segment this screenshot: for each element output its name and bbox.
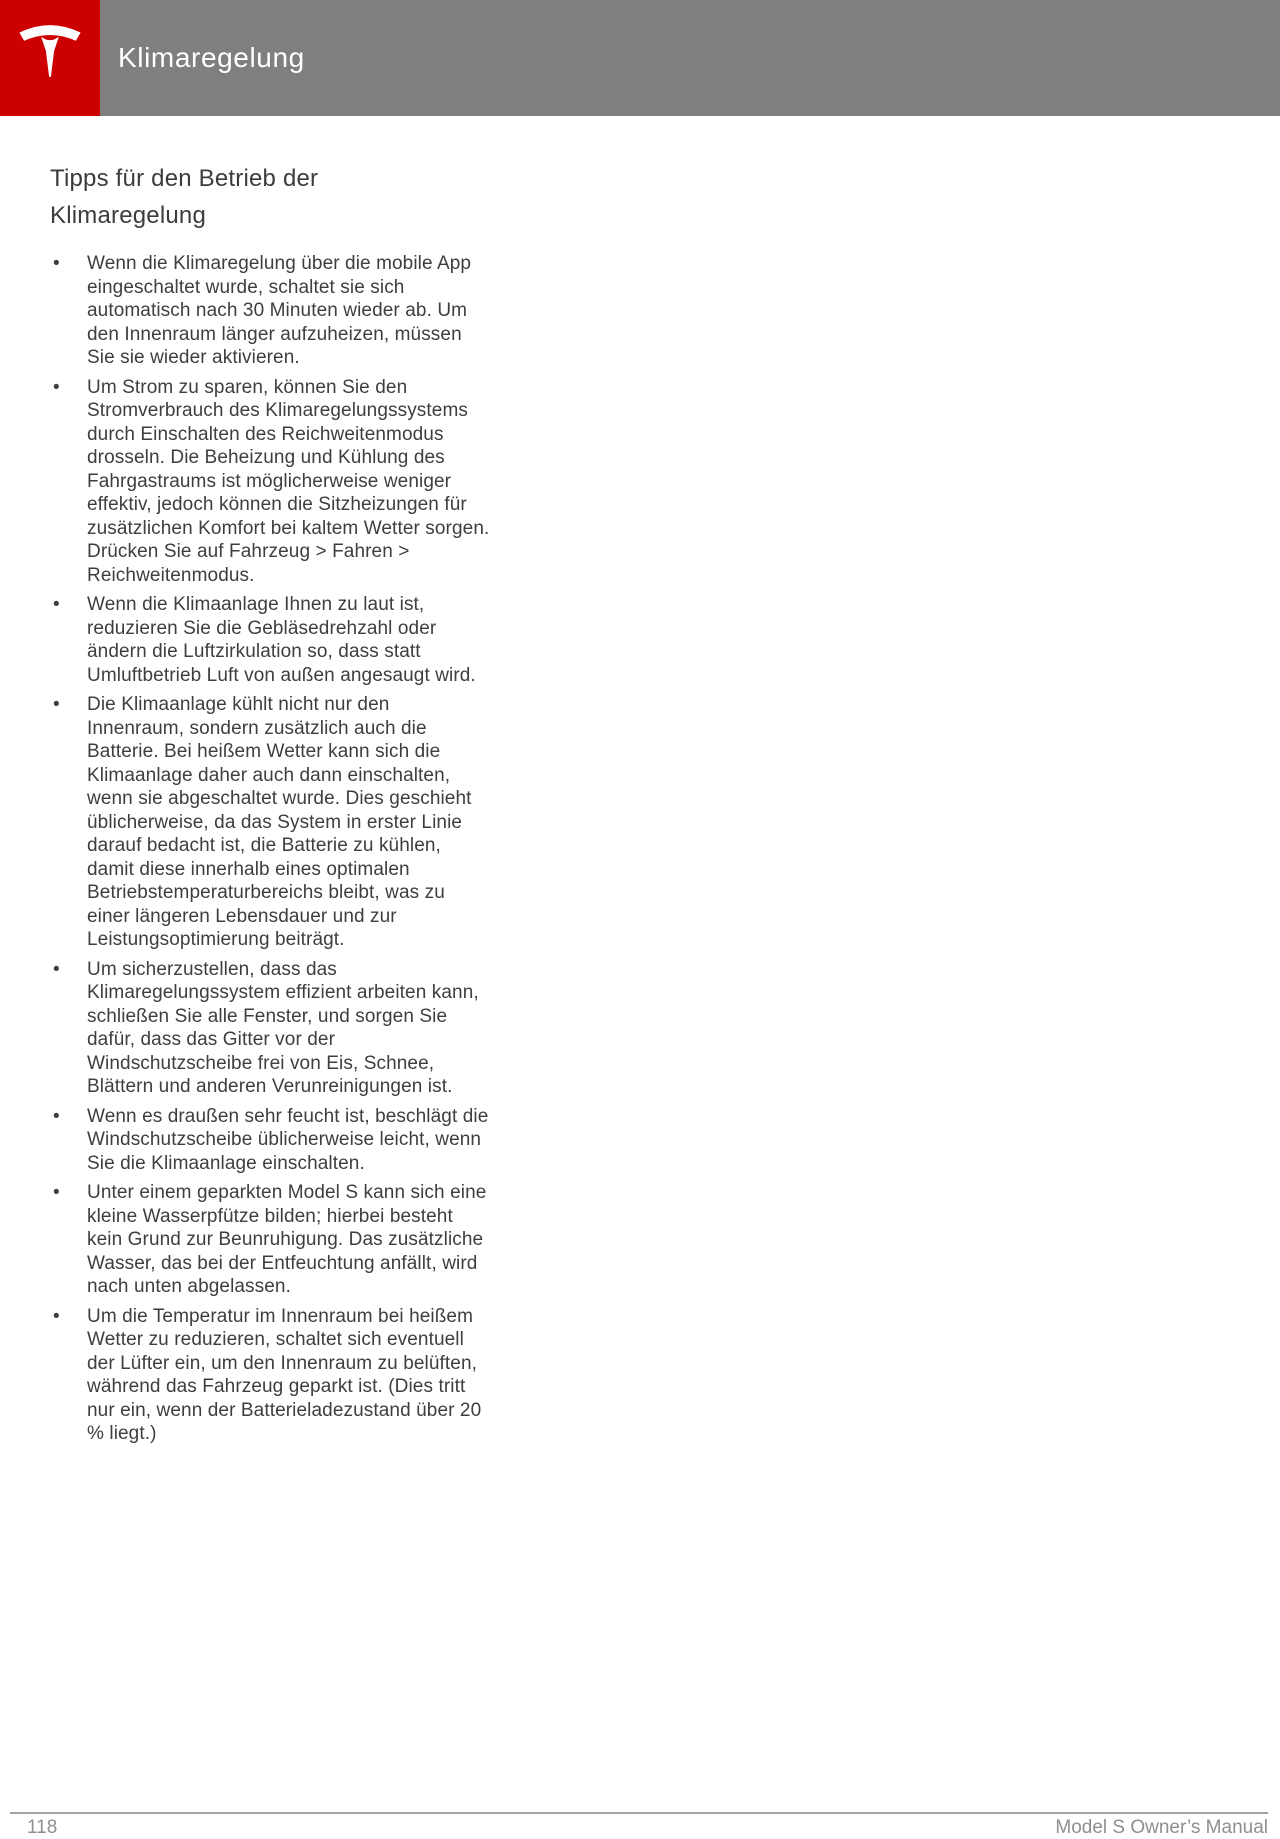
list-item-text: Unter einem geparkten Model S kann sich eine kleine Wasserpfütze bilden; hierbei besteht kein Grund zur Beunruhigung. Das zusätzliche Wasser, das bei der Entfeuchtung anfällt, wird nach unten abgelassen. xyxy=(87,1182,487,1297)
page-header xyxy=(0,0,1280,116)
list-item xyxy=(50,1181,490,1299)
list-item-text: Um die Temperatur im Innenraum bei heißem Wetter zu reduzieren, schaltet sich eventuell der Lüfter ein, um den Innenraum zu belüften, während das Fahrzeug geparkt ist. (Dies tritt nur ein, wenn der Batterieladezustand über 20 % liegt.) xyxy=(87,1305,482,1444)
content xyxy=(0,116,1280,1446)
list-item xyxy=(50,958,490,1099)
tips-list xyxy=(50,252,490,1446)
manual-title: Model S Owner’s Manual xyxy=(1055,1817,1268,1838)
list-item xyxy=(50,693,490,952)
list-item-text: Wenn die Klimaregelung über die mobile App eingeschaltet wurde, schaltet sie sich automatisch nach 30 Minuten wieder ab. Um den Innenraum länger aufzuheizen, müssen Sie sie wieder aktivieren. xyxy=(87,253,472,368)
list-item xyxy=(50,1305,490,1446)
list-item xyxy=(50,376,490,588)
chapter-title: Klimaregelung xyxy=(118,42,305,73)
list-item xyxy=(50,252,490,370)
header-title-bar xyxy=(100,0,1280,116)
list-item-text: Um Strom zu sparen, können Sie den Stromverbrauch des Klimaregelungssystems durch Einschalten des Reichweitenmodus drosseln. Die Beheizung und Kühlung des Fahrgastraums ist möglicherweise weniger effektiv, jedoch können die Sitzheizungen für zusätzlichen Komfort bei kaltem Wetter sorgen. Drücken Sie auf Fahrzeug > Fahren > Reichweitenmodus. xyxy=(87,376,490,586)
tesla-t-icon xyxy=(16,13,84,89)
section-heading: Tipps für den Betrieb der Klimaregelung xyxy=(50,165,319,229)
page-number: 118 xyxy=(27,1817,58,1838)
list-item-text: Die Klimaanlage kühlt nicht nur den Innenraum, sondern zusätzlich auch die Batterie. Bei heißem Wetter kann sich die Klimaanlage daher auch dann einschalten, wenn sie abgeschaltet wurde. Dies geschieht üblicherweise, da das System in erster Linie darauf bedacht ist, die Batterie zu kühlen, damit diese innerhalb eines optimalen Betriebstemperaturbereichs bleibt, was zu einer längeren Lebensdauer und zur Leistungsoptimierung beiträgt. xyxy=(87,694,472,950)
list-item-text: Wenn die Klimaanlage Ihnen zu laut ist, reduzieren Sie die Gebläsedrehzahl oder ändern die Luftzirkulation so, dass statt Umluftbetrieb Luft von außen angesaugt wird. xyxy=(87,594,476,686)
list-item xyxy=(50,593,490,687)
list-item xyxy=(50,1105,490,1176)
list-item-text: Wenn es draußen sehr feucht ist, beschlägt die Windschutzscheibe üblicherweise leicht, wenn Sie die Klimaanlage einschalten. xyxy=(87,1105,489,1174)
list-item-text: Um sicherzustellen, dass das Klimaregelungssystem effizient arbeiten kann, schließen Sie alle Fenster, und sorgen Sie dafür, dass das Gitter vor der Windschutzscheibe frei von Eis, Schnee, Blättern und anderen Verunreinigungen ist. xyxy=(87,958,479,1097)
tesla-logo xyxy=(0,0,100,116)
page-footer xyxy=(10,1812,1268,1839)
